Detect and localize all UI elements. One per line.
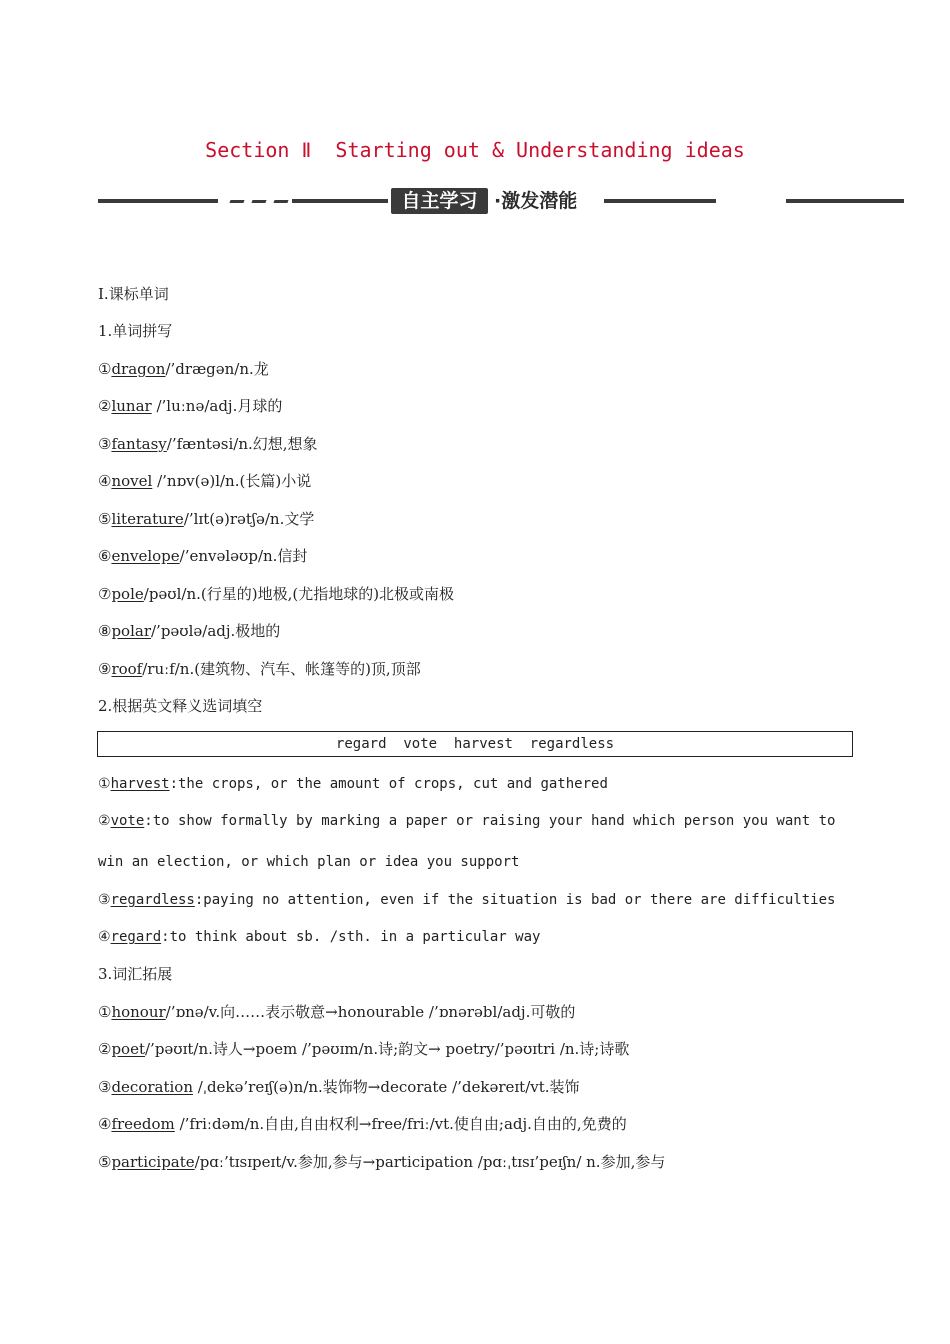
answer-word: vote <box>110 813 145 829</box>
vocab-word: decoration <box>111 1078 193 1096</box>
vocab-word: envelope <box>111 547 180 565</box>
answer-word: harvest <box>110 776 170 792</box>
vocab-item: ⑤literature/’lɪt(ə)rətʃə/n.文学 <box>98 510 315 528</box>
expansion-item: ②poet/’pəʊɪt/n.诗人→poem /’pəʊɪm/n.诗;韵文→ poetry/’pəʊɪtri /n.诗;诗歌 <box>98 1040 630 1058</box>
page-title: Section Ⅱ Starting out & Understanding ideas <box>205 138 745 162</box>
vocab-item: ⑨roof/ruːf/n.(建筑物、汽车、帐篷等的)顶,顶部 <box>98 660 421 678</box>
vocab-word: novel <box>111 472 153 490</box>
section-banner <box>0 186 950 216</box>
vocab-word: literature <box>111 510 184 528</box>
banner-rule-right <box>604 199 716 203</box>
vocab-word: fantasy <box>111 435 167 453</box>
banner-dash <box>251 200 266 203</box>
answer-word: regard <box>110 929 162 945</box>
vocab-word: polar <box>111 622 151 640</box>
expansion-item: ③decoration /ˌdekə’reɪʃ(ə)n/n.装饰物→decorate /’dekəreɪt/vt.装饰 <box>98 1078 580 1096</box>
vocab-item: ②lunar /’luːnə/adj.月球的 <box>98 397 283 415</box>
vocab-word: honour <box>111 1003 166 1021</box>
banner-dash <box>229 200 244 203</box>
banner-badge: 自主学习 <box>391 188 488 214</box>
vocab-item: ③fantasy/’fæntəsi/n.幻想,想象 <box>98 435 318 453</box>
definition-item: ④regard:to think about sb. /sth. in a particular way <box>98 929 541 945</box>
definition-item: ②vote:to show formally by marking a paper or raising your hand which person you want to <box>98 813 836 829</box>
answer-word: regardless <box>110 892 195 908</box>
banner-rule-mid <box>292 199 388 203</box>
vocab-word: freedom <box>111 1115 175 1133</box>
banner-rule-far-right <box>786 199 904 203</box>
part-heading: 2.根据英文释义选词填空 <box>98 697 263 715</box>
vocab-item: ⑦pole/pəʊl/n.(行星的)地极,(尤指地球的)北极或南极 <box>98 585 455 603</box>
banner-dash <box>273 200 288 203</box>
vocab-item: ⑥envelope/’envələʊp/n.信封 <box>98 547 308 565</box>
banner-rule-left <box>98 199 218 203</box>
banner-subtitle: ·激发潜能 <box>494 190 578 212</box>
definition-item: ①harvest:the crops, or the amount of crops, cut and gathered <box>98 776 608 792</box>
section-heading: Ⅰ.课标单词 <box>98 285 169 303</box>
expansion-item: ④freedom /’friːdəm/n.自由,自由权利→free/friː/vt.使自由;adj.自由的,免费的 <box>98 1115 627 1133</box>
vocab-item: ⑧polar/’pəʊlə/adj.极地的 <box>98 622 281 640</box>
vocab-word: pole <box>111 585 144 603</box>
vocab-word: roof <box>111 660 143 678</box>
word-bank-box: regard vote harvest regardless <box>97 731 853 757</box>
vocab-word: dragon <box>111 360 166 378</box>
definition-item-continuation: win an election, or which plan or idea you support <box>98 854 520 870</box>
expansion-item: ⑤participate/pɑː’tɪsɪpeɪt/v.参加,参与→participation /pɑːˌtɪsɪ’peɪʃn/ n.参加,参与 <box>98 1153 666 1171</box>
vocab-word: lunar <box>111 397 152 415</box>
vocab-word: poet <box>111 1040 145 1058</box>
vocab-item: ④novel /’nɒv(ə)l/n.(长篇)小说 <box>98 472 312 490</box>
vocab-word: participate <box>111 1153 195 1171</box>
part-heading: 1.单词拼写 <box>98 322 173 340</box>
part-heading: 3.词汇拓展 <box>98 965 173 983</box>
expansion-item: ①honour/’ɒnə/v.向……表示敬意→honourable /’ɒnərəbl/adj.可敬的 <box>98 1003 576 1021</box>
vocab-item: ①dragon/’drægən/n.龙 <box>98 360 269 378</box>
definition-item: ③regardless:paying no attention, even if the situation is bad or there are difficulties <box>98 892 836 908</box>
